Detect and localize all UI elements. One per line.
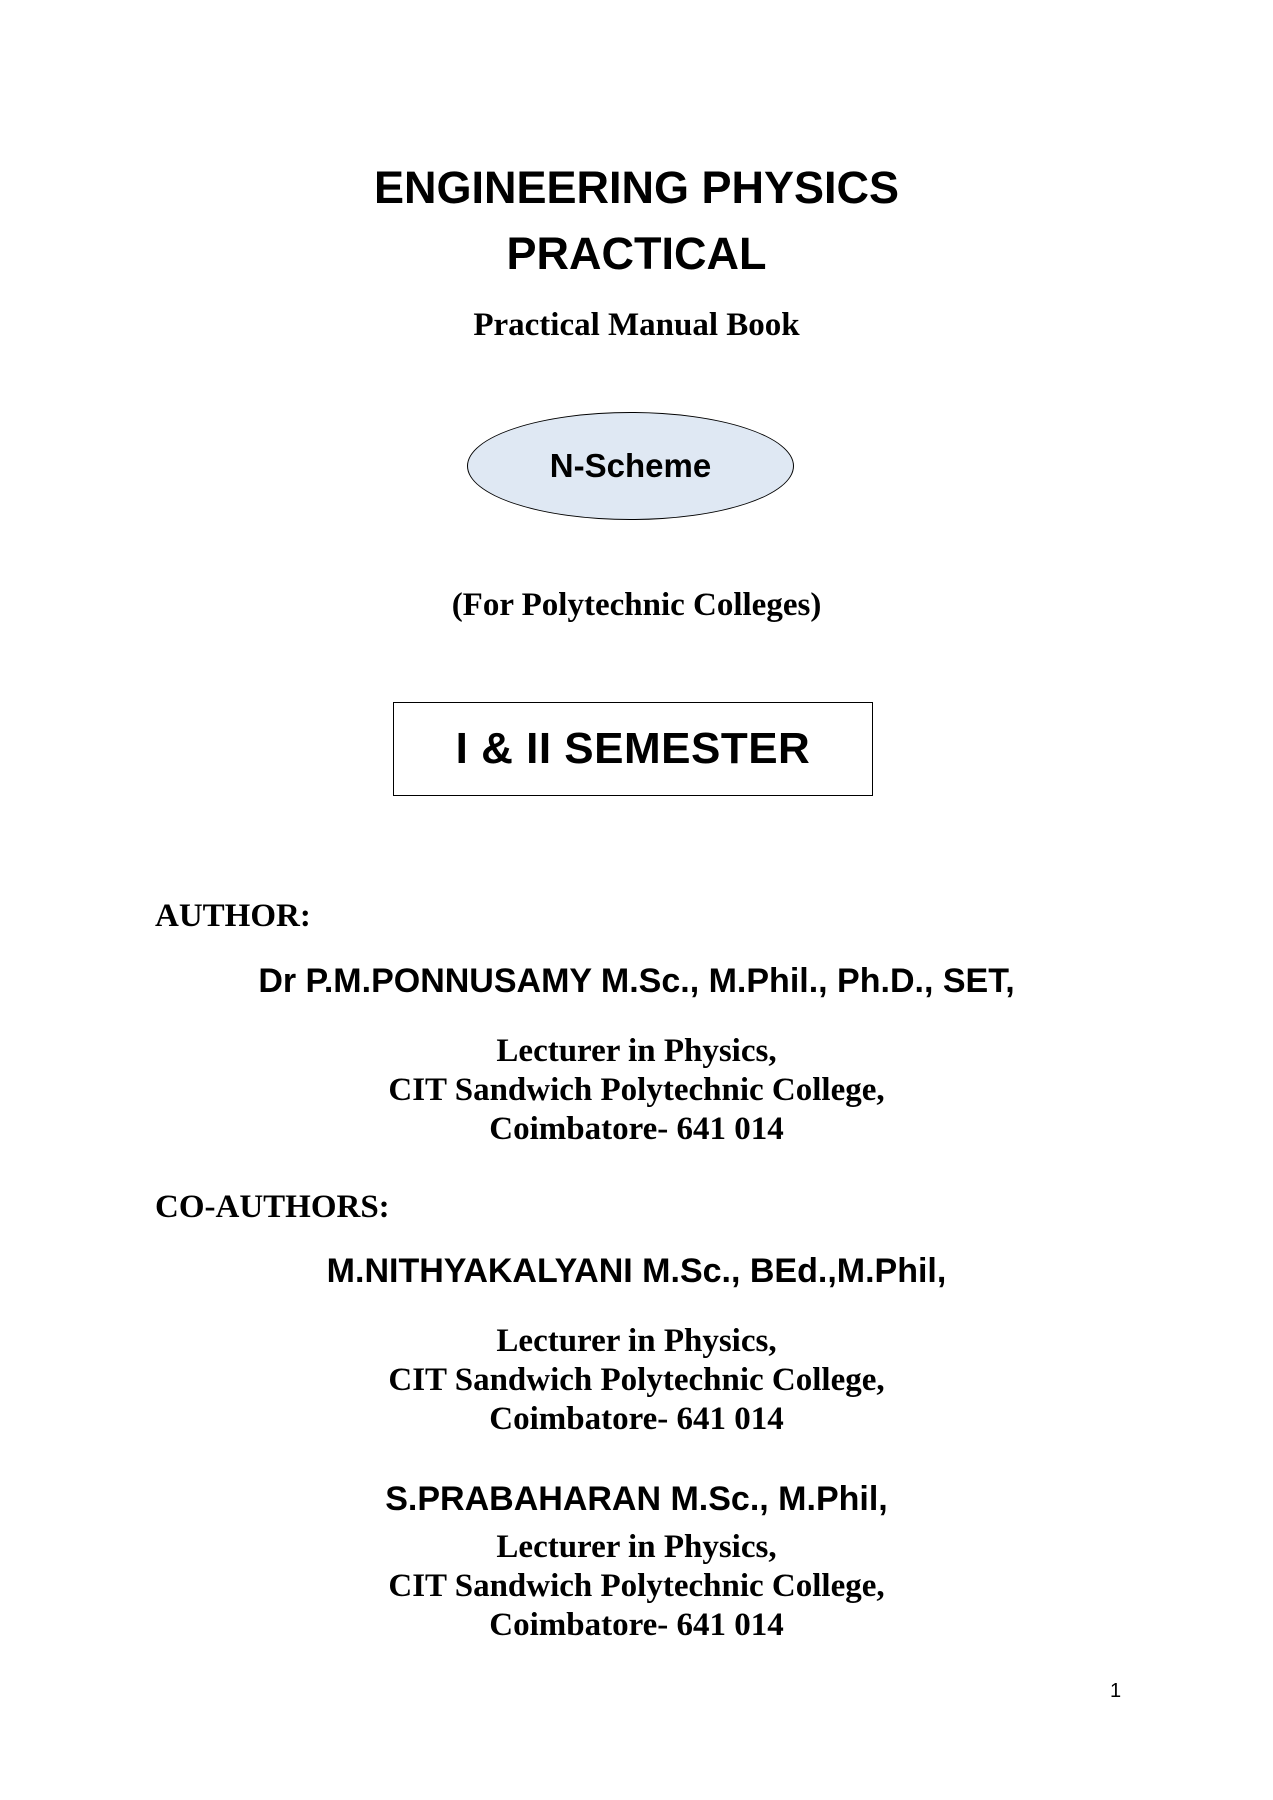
coauthor-2-college: CIT Sandwich Polytechnic College, (388, 1568, 885, 1604)
author-college: CIT Sandwich Polytechnic College, (388, 1072, 885, 1108)
semester-box (393, 702, 873, 796)
scheme-badge (467, 412, 794, 520)
author-city: Coimbatore- 641 014 (489, 1111, 784, 1147)
scheme-badge-label: N-Scheme (549, 447, 712, 484)
coauthor-2-name: S.PRABAHARAN M.Sc., M.Phil, (385, 1480, 888, 1518)
coauthor-1-address (0, 1322, 1273, 1439)
coauthor-1-name: M.NITHYAKALYANI M.Sc., BEd.,M.Phil, (326, 1252, 947, 1290)
coauthor-2-position: Lecturer in Physics, (496, 1529, 777, 1565)
semester-label: I & II SEMESTER (455, 724, 811, 773)
author-position: Lecturer in Physics, (496, 1033, 777, 1069)
author-name: Dr P.M.PONNUSAMY M.Sc., M.Phil., Ph.D., SET, (258, 962, 1015, 1000)
coauthor-2-city: Coimbatore- 641 014 (489, 1607, 784, 1643)
subtitle: Practical Manual Book (473, 307, 800, 343)
title-line-1: ENGINEERING PHYSICS (373, 162, 900, 213)
author-address (0, 1032, 1273, 1149)
title-line-2: PRACTICAL (506, 228, 767, 279)
coauthor-2-address (0, 1528, 1273, 1645)
coauthor-1-college: CIT Sandwich Polytechnic College, (388, 1362, 885, 1398)
author-label: AUTHOR: (155, 898, 311, 934)
coauthors-label: CO-AUTHORS: (155, 1189, 390, 1225)
coauthor-1-city: Coimbatore- 641 014 (489, 1401, 784, 1437)
page-number: 1 (1110, 1680, 1122, 1702)
coauthor-1-position: Lecturer in Physics, (496, 1323, 777, 1359)
audience-text: (For Polytechnic Colleges) (451, 587, 822, 623)
